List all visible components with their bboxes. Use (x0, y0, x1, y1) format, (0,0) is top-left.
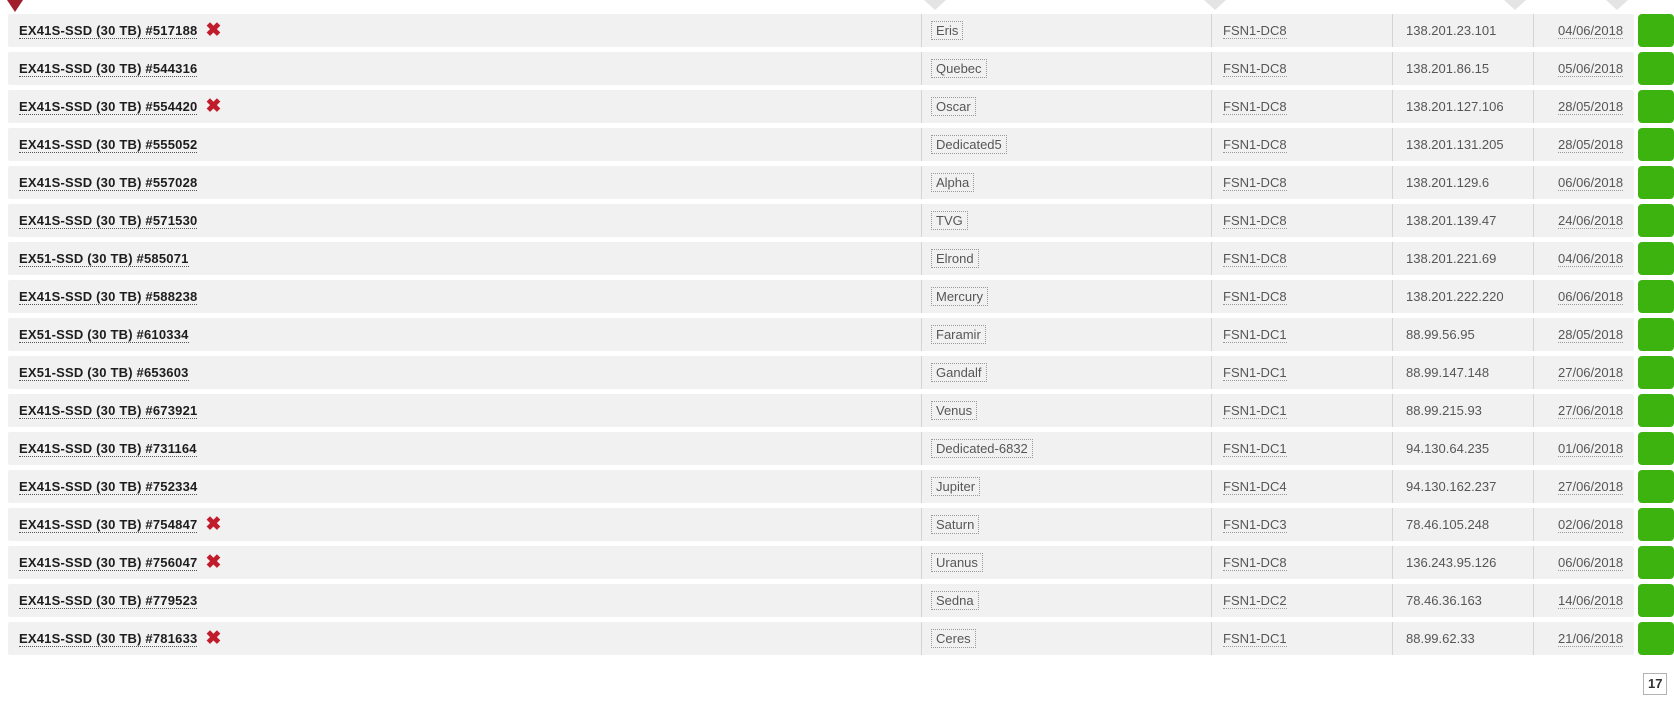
product-cell (8, 356, 922, 389)
ip-address: 136.243.95.126 (1406, 555, 1497, 570)
server-product-link[interactable]: EX41S-SSD (30 TB) #756047 (19, 554, 198, 570)
date-cell (1534, 204, 1634, 237)
server-row (8, 432, 1634, 465)
server-name-field[interactable]: Jupiter (931, 477, 980, 496)
datacenter-cell (1212, 166, 1393, 199)
datacenter-link[interactable]: FSN1-DC2 (1223, 592, 1287, 608)
sort-arrow-name-icon[interactable] (924, 0, 946, 10)
datacenter-link[interactable]: FSN1-DC8 (1223, 98, 1287, 114)
server-product-link[interactable]: EX41S-SSD (30 TB) #557028 (19, 174, 198, 190)
cancelled-x-icon: ✖ (205, 552, 222, 573)
ip-cell (1393, 14, 1534, 47)
datacenter-link[interactable]: FSN1-DC8 (1223, 212, 1287, 228)
ip-cell (1393, 90, 1534, 123)
datacenter-cell (1212, 204, 1393, 237)
date-cell (1534, 432, 1634, 465)
paid-until-date-link[interactable]: 28/05/2018 (1558, 98, 1624, 114)
server-product-link[interactable]: EX41S-SSD (30 TB) #517188 (19, 22, 198, 38)
datacenter-link[interactable]: FSN1-DC1 (1223, 402, 1287, 418)
paid-until-date-link[interactable]: 28/05/2018 (1558, 136, 1624, 152)
datacenter-cell (1212, 622, 1393, 655)
cancelled-x-icon: ✖ (205, 628, 222, 649)
server-product-link[interactable]: EX41S-SSD (30 TB) #588238 (19, 288, 198, 304)
sort-arrow-datacenter-icon[interactable] (1204, 0, 1226, 10)
product-cell (8, 14, 922, 47)
name-cell (922, 470, 1212, 503)
datacenter-link[interactable]: FSN1-DC1 (1223, 440, 1287, 456)
server-name-field[interactable]: Faramir (931, 325, 986, 344)
sort-indicator-strip (0, 0, 1674, 14)
server-product-link[interactable]: EX41S-SSD (30 TB) #779523 (19, 592, 198, 608)
server-name-field[interactable]: Gandalf (931, 363, 987, 382)
name-cell (922, 242, 1212, 275)
paid-until-date-link[interactable]: 06/06/2018 (1558, 288, 1624, 304)
server-product-link[interactable]: EX41S-SSD (30 TB) #571530 (19, 212, 198, 228)
datacenter-cell (1212, 394, 1393, 427)
status-indicator[interactable] (1638, 128, 1674, 161)
datacenter-cell (1212, 52, 1393, 85)
date-cell (1534, 280, 1634, 313)
date-cell (1534, 356, 1634, 389)
datacenter-cell (1212, 280, 1393, 313)
server-row (8, 280, 1634, 313)
datacenter-cell (1212, 470, 1393, 503)
datacenter-link[interactable]: FSN1-DC4 (1223, 478, 1287, 494)
date-cell (1534, 14, 1634, 47)
server-row (8, 394, 1634, 427)
sort-arrow-date-icon[interactable] (1504, 0, 1526, 10)
paid-until-date-link[interactable]: 02/06/2018 (1558, 516, 1624, 532)
date-cell (1534, 128, 1634, 161)
datacenter-link[interactable]: FSN1-DC8 (1223, 554, 1287, 570)
name-cell (922, 432, 1212, 465)
ip-cell (1393, 356, 1534, 389)
datacenter-cell (1212, 432, 1393, 465)
date-cell (1534, 508, 1634, 541)
server-product-link[interactable]: EX41S-SSD (30 TB) #752334 (19, 478, 198, 494)
server-row (8, 52, 1634, 85)
name-cell (922, 356, 1212, 389)
datacenter-cell (1212, 508, 1393, 541)
datacenter-link[interactable]: FSN1-DC1 (1223, 326, 1287, 342)
product-cell (8, 166, 922, 199)
paid-until-date-link[interactable]: 27/06/2018 (1558, 364, 1624, 380)
status-indicator[interactable] (1638, 356, 1674, 389)
server-row (8, 128, 1634, 161)
server-row (8, 166, 1634, 199)
server-row (8, 90, 1634, 123)
paid-until-date-link[interactable]: 06/06/2018 (1558, 174, 1624, 190)
server-name-field[interactable]: Sedna (931, 591, 979, 610)
name-cell (922, 52, 1212, 85)
server-name-field[interactable]: Venus (931, 401, 977, 420)
server-name-field[interactable]: Ceres (931, 629, 976, 648)
date-cell (1534, 318, 1634, 351)
ip-cell (1393, 280, 1534, 313)
server-name-field[interactable]: Quebec (931, 59, 987, 78)
name-cell (922, 394, 1212, 427)
name-cell (922, 318, 1212, 351)
ip-cell (1393, 546, 1534, 579)
product-cell (8, 242, 922, 275)
ip-cell (1393, 166, 1534, 199)
date-cell (1534, 470, 1634, 503)
ip-address: 88.99.62.33 (1406, 631, 1475, 646)
ip-address: 88.99.215.93 (1406, 403, 1482, 418)
server-name-field[interactable]: Dedicated5 (931, 135, 1007, 154)
ip-address: 138.201.221.69 (1406, 251, 1497, 266)
name-cell (922, 584, 1212, 617)
server-name-field[interactable]: Dedicated-6832 (931, 439, 1033, 458)
server-product-link[interactable]: EX41S-SSD (30 TB) #781633 (19, 630, 198, 646)
status-indicator[interactable] (1638, 280, 1674, 313)
product-cell (8, 584, 922, 617)
server-name-field[interactable]: Uranus (931, 553, 983, 572)
product-cell (8, 90, 922, 123)
server-row (8, 508, 1634, 541)
datacenter-cell (1212, 318, 1393, 351)
ip-cell (1393, 508, 1534, 541)
server-name-field[interactable]: TVG (931, 211, 968, 230)
product-cell (8, 280, 922, 313)
server-product-link[interactable]: EX41S-SSD (30 TB) #544316 (19, 60, 198, 76)
ip-address: 138.201.129.6 (1406, 175, 1490, 190)
date-cell (1534, 622, 1634, 655)
server-row (8, 318, 1634, 351)
ip-cell (1393, 128, 1534, 161)
ip-cell (1393, 318, 1534, 351)
datacenter-link[interactable]: FSN1-DC8 (1223, 136, 1287, 152)
datacenter-cell (1212, 14, 1393, 47)
server-product-link[interactable]: EX41S-SSD (30 TB) #754847 (19, 516, 198, 532)
ip-cell (1393, 204, 1534, 237)
server-product-link[interactable]: EX51-SSD (30 TB) #610334 (19, 326, 189, 342)
server-product-link[interactable]: EX41S-SSD (30 TB) #554420 (19, 98, 198, 114)
date-cell (1534, 546, 1634, 579)
datacenter-cell (1212, 584, 1393, 617)
paid-until-date-link[interactable]: 24/06/2018 (1558, 212, 1624, 228)
ip-address: 88.99.56.95 (1406, 327, 1475, 342)
product-cell (8, 508, 922, 541)
server-name-field[interactable]: Eris (931, 21, 963, 40)
status-indicator[interactable] (1638, 470, 1674, 503)
product-cell (8, 432, 922, 465)
name-cell (922, 128, 1212, 161)
date-cell (1534, 242, 1634, 275)
datacenter-cell (1212, 546, 1393, 579)
paid-until-date-link[interactable]: 05/06/2018 (1558, 60, 1624, 76)
server-name-field[interactable]: Elrond (931, 249, 979, 268)
product-cell (8, 622, 922, 655)
date-cell (1534, 394, 1634, 427)
cancelled-x-icon: ✖ (205, 20, 222, 41)
status-indicator[interactable] (1638, 242, 1674, 275)
server-product-link[interactable]: EX41S-SSD (30 TB) #731164 (19, 440, 197, 456)
paid-until-date-link[interactable]: 06/06/2018 (1558, 554, 1624, 570)
server-row (8, 204, 1634, 237)
datacenter-link[interactable]: FSN1-DC1 (1223, 630, 1287, 646)
ip-address: 138.201.127.106 (1406, 99, 1504, 114)
name-cell (922, 90, 1212, 123)
status-indicator[interactable] (1638, 584, 1674, 617)
status-indicator[interactable] (1638, 318, 1674, 351)
server-product-link[interactable]: EX51-SSD (30 TB) #585071 (19, 250, 189, 266)
server-name-field[interactable]: Saturn (931, 515, 979, 534)
server-row (8, 242, 1634, 275)
server-name-field[interactable]: Alpha (931, 173, 974, 192)
server-row (8, 546, 1634, 579)
date-cell (1534, 166, 1634, 199)
paid-until-date-link[interactable]: 21/06/2018 (1558, 630, 1624, 646)
status-indicator[interactable] (1638, 52, 1674, 85)
paid-until-date-link[interactable]: 01/06/2018 (1558, 440, 1624, 456)
name-cell (922, 14, 1212, 47)
server-row (8, 622, 1634, 655)
ip-cell (1393, 52, 1534, 85)
status-indicator[interactable] (1638, 546, 1674, 579)
status-indicator[interactable] (1638, 90, 1674, 123)
date-cell (1534, 52, 1634, 85)
ip-cell (1393, 470, 1534, 503)
ip-cell (1393, 432, 1534, 465)
ip-address: 88.99.147.148 (1406, 365, 1490, 380)
product-cell (8, 394, 922, 427)
server-product-link[interactable]: EX51-SSD (30 TB) #653603 (19, 364, 189, 380)
paid-until-date-link[interactable]: 04/06/2018 (1558, 22, 1624, 38)
product-cell (8, 318, 922, 351)
server-product-link[interactable]: EX41S-SSD (30 TB) #673921 (19, 402, 198, 418)
name-cell (922, 622, 1212, 655)
datacenter-link[interactable]: FSN1-DC3 (1223, 516, 1287, 532)
cancelled-x-icon: ✖ (205, 96, 222, 117)
name-cell (922, 508, 1212, 541)
status-indicator[interactable] (1638, 394, 1674, 427)
status-indicator[interactable] (1638, 508, 1674, 541)
ip-address: 94.130.162.237 (1406, 479, 1497, 494)
name-cell (922, 204, 1212, 237)
ip-address: 138.201.86.15 (1406, 61, 1490, 76)
ip-address: 138.201.139.47 (1406, 213, 1497, 228)
server-product-link[interactable]: EX41S-SSD (30 TB) #555052 (19, 136, 198, 152)
server-row (8, 584, 1634, 617)
datacenter-cell (1212, 90, 1393, 123)
cancelled-x-icon: ✖ (205, 514, 222, 535)
status-indicator[interactable] (1638, 204, 1674, 237)
datacenter-link[interactable]: FSN1-DC8 (1223, 288, 1287, 304)
product-cell (8, 52, 922, 85)
date-cell (1534, 90, 1634, 123)
datacenter-cell (1212, 242, 1393, 275)
datacenter-link[interactable]: FSN1-DC8 (1223, 250, 1287, 266)
ip-address: 78.46.105.248 (1406, 517, 1490, 532)
ip-address: 78.46.36.163 (1406, 593, 1482, 608)
ip-cell (1393, 584, 1534, 617)
paid-until-date-link[interactable]: 28/05/2018 (1558, 326, 1624, 342)
sort-desc-arrow-icon[interactable] (7, 0, 23, 12)
datacenter-cell (1212, 128, 1393, 161)
paid-until-date-link[interactable]: 27/06/2018 (1558, 402, 1624, 418)
status-indicator[interactable] (1638, 622, 1674, 655)
server-table (8, 14, 1634, 660)
name-cell (922, 546, 1212, 579)
status-indicator[interactable] (1638, 166, 1674, 199)
status-indicator[interactable] (1638, 14, 1674, 47)
sort-arrow-status-icon[interactable] (1606, 0, 1628, 10)
server-name-field[interactable]: Oscar (931, 97, 976, 116)
name-cell (922, 166, 1212, 199)
date-cell (1534, 584, 1634, 617)
ip-cell (1393, 622, 1534, 655)
ip-cell (1393, 394, 1534, 427)
server-name-field[interactable]: Mercury (931, 287, 988, 306)
datacenter-cell (1212, 356, 1393, 389)
product-cell (8, 470, 922, 503)
datacenter-link[interactable]: FSN1-DC8 (1223, 60, 1287, 76)
product-cell (8, 128, 922, 161)
server-row (8, 14, 1634, 47)
datacenter-link[interactable]: FSN1-DC8 (1223, 174, 1287, 190)
ip-address: 138.201.23.101 (1406, 23, 1497, 38)
paid-until-date-link[interactable]: 27/06/2018 (1558, 478, 1624, 494)
paid-until-date-link[interactable]: 14/06/2018 (1558, 592, 1624, 608)
ip-cell (1393, 242, 1534, 275)
datacenter-link[interactable]: FSN1-DC8 (1223, 22, 1287, 38)
product-cell (8, 204, 922, 237)
ip-address: 94.130.64.235 (1406, 441, 1490, 456)
row-count-badge: 17 (1643, 673, 1667, 695)
name-cell (922, 280, 1212, 313)
ip-address: 138.201.131.205 (1406, 137, 1504, 152)
paid-until-date-link[interactable]: 04/06/2018 (1558, 250, 1624, 266)
status-indicator[interactable] (1638, 432, 1674, 465)
server-row (8, 470, 1634, 503)
product-cell (8, 546, 922, 579)
server-row (8, 356, 1634, 389)
ip-address: 138.201.222.220 (1406, 289, 1504, 304)
datacenter-link[interactable]: FSN1-DC1 (1223, 364, 1287, 380)
